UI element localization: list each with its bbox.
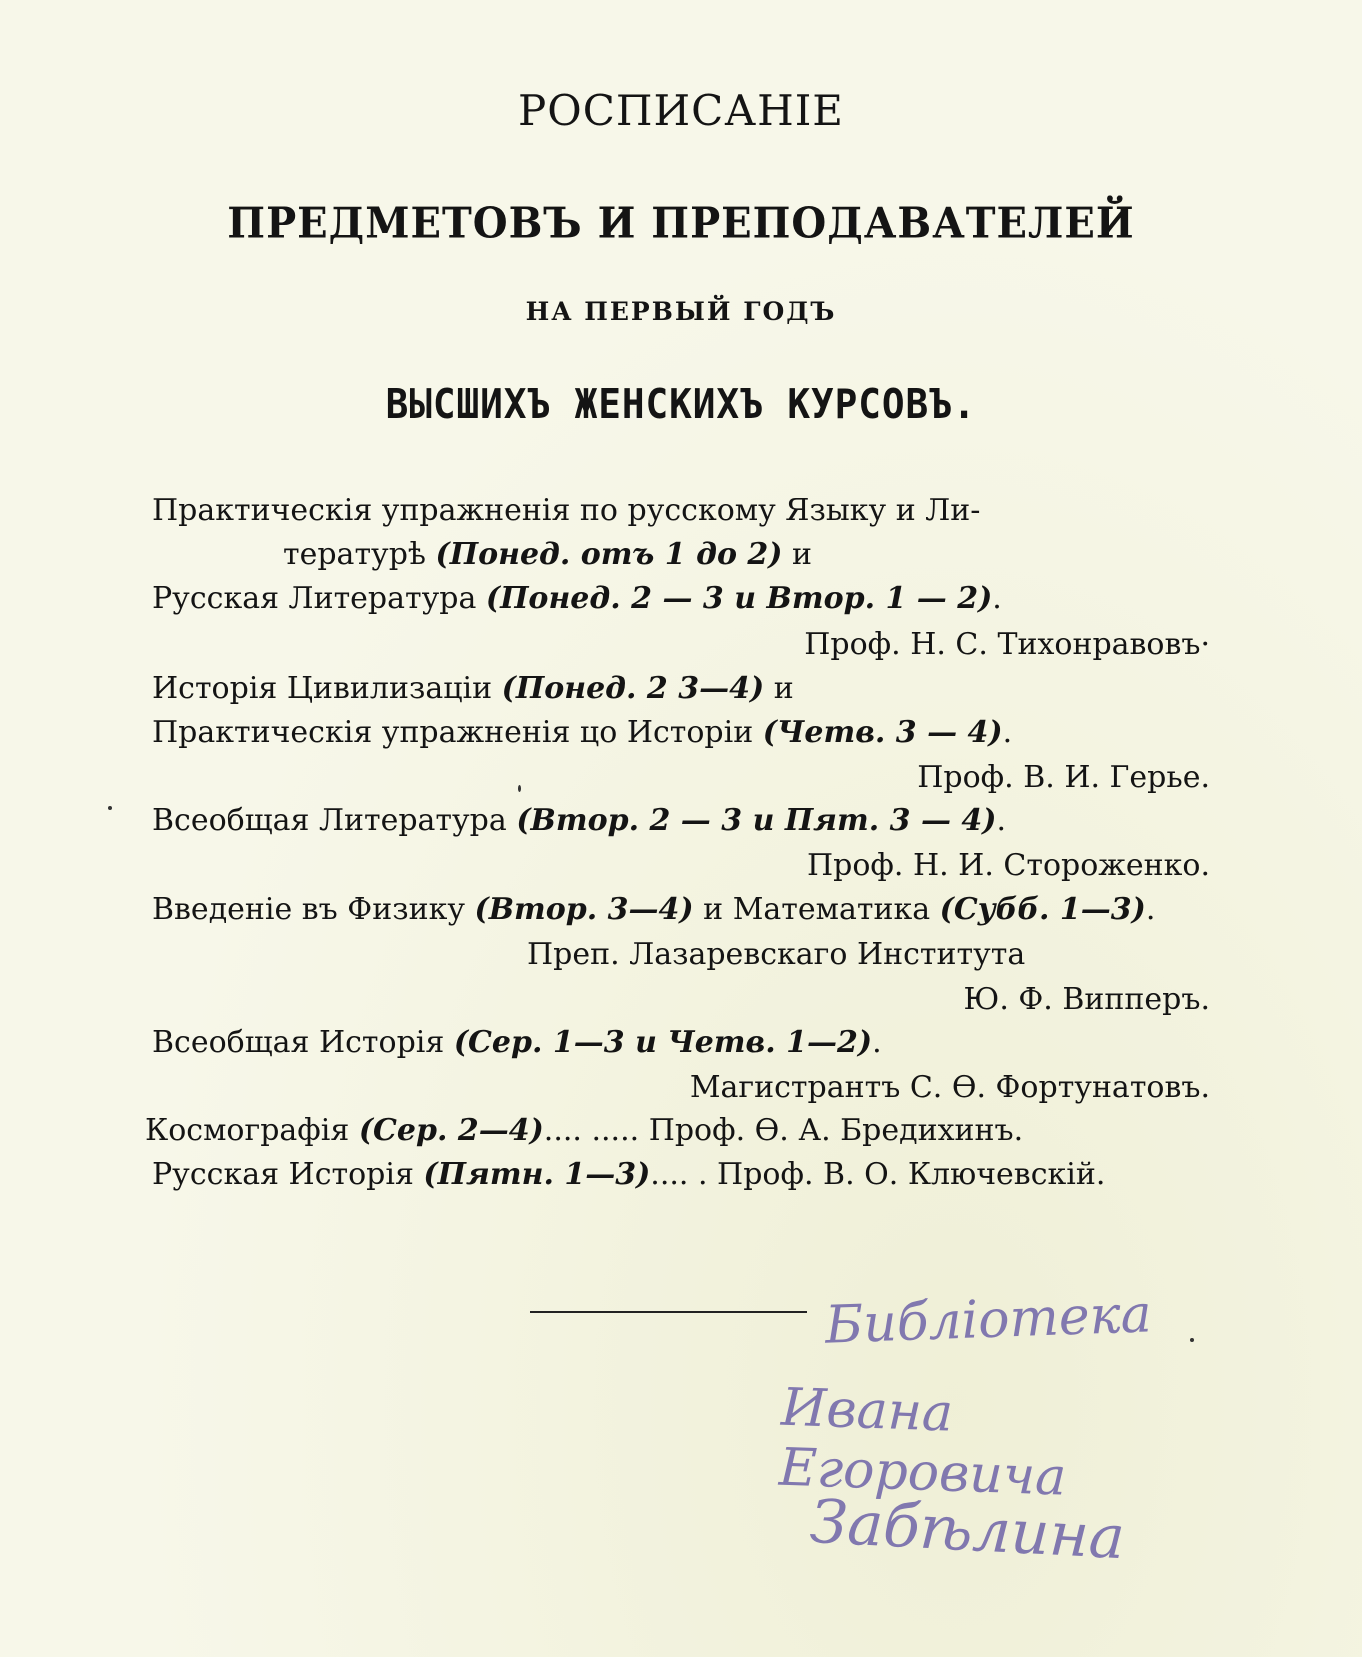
schedule-time: (Понед. 2 — 3 и Втор. 1 — 2): [485, 581, 993, 616]
professor-name: Магистрантъ С. Ѳ. Фортунатовъ.: [689, 1070, 1210, 1105]
paper-speck: [1190, 1338, 1194, 1342]
schedule-line-8: [152, 803, 1006, 839]
schedule-time: (Сер. 2—4): [358, 1113, 544, 1148]
schedule-tail: .: [996, 803, 1007, 838]
instructor-title: Преп. Лазаревскаго Института: [527, 937, 1026, 972]
schedule-time: (Втор. 3—4): [474, 892, 694, 927]
schedule-text: Космографія: [145, 1113, 359, 1148]
schedule-line-3: [152, 581, 1002, 617]
schedule-tail: .... ..... Проф. Ѳ. А. Бредихинъ.: [543, 1113, 1024, 1148]
schedule-time: (Втор. 2 — 3 и Пят. 3 — 4): [516, 803, 997, 838]
schedule-text: Русская Литература: [152, 581, 486, 616]
schedule-tail: и: [764, 671, 794, 706]
schedule-tail: .... . Проф. В. О. Ключевскій.: [650, 1157, 1106, 1192]
stamp-line-1: Библіотека: [824, 1284, 1153, 1356]
professor-name: Проф. В. И. Герье.: [917, 760, 1210, 795]
schedule-line-13: [152, 1025, 882, 1061]
schedule-tail: .: [1002, 715, 1013, 750]
schedule-text: Исторія Цивилизаціи: [152, 671, 502, 706]
professor-name: Проф. Н. И. Стороженко.: [806, 848, 1210, 883]
schedule-line-5: [152, 671, 794, 707]
document-courses-title: ВЫСШИХЪ ЖЕНСКИХЪ КУРСОВЪ.: [385, 380, 977, 428]
paper-speck: [108, 806, 112, 810]
schedule-tail: .: [872, 1025, 882, 1060]
schedule-time: (Сер. 1—3 и Четв. 1—2): [453, 1025, 873, 1060]
instructor-line: [527, 937, 1025, 973]
professor-line-3: [500, 848, 1210, 884]
schedule-time: (Понед. 2 3—4): [501, 671, 765, 706]
professor-name: Проф. Н. С. Тихонравовъ·: [804, 627, 1210, 662]
schedule-mid: и Математика: [693, 892, 940, 927]
schedule-text: Русская Исторія: [152, 1157, 424, 1192]
schedule-text: Всеобщая Исторія: [152, 1025, 454, 1060]
schedule-time: (Четв. 3 — 4): [762, 715, 1003, 750]
schedule-text: Практическія упражненія цо Исторіи: [152, 715, 763, 750]
schedule-tail: и: [782, 537, 813, 572]
schedule-line-15: [145, 1113, 1023, 1149]
schedule-line-1: [152, 493, 980, 529]
schedule-time: (Понед. отъ 1 до 2): [435, 537, 783, 572]
schedule-text: Практическія упражненія по русскому Языку и Ли-: [152, 493, 981, 528]
schedule-line-6: [152, 715, 1012, 751]
stamp-line-3: Забѣлина: [808, 1486, 1127, 1574]
professor-line-1: [500, 627, 1210, 663]
document-title: РОСПИСАНІЕ: [518, 86, 844, 135]
professor-line-5: [500, 1070, 1210, 1106]
schedule-line-10: [152, 892, 1155, 928]
schedule-line-16: [152, 1157, 1105, 1193]
schedule-text: Всеобщая Литература: [152, 803, 517, 838]
schedule-line-2: [283, 537, 812, 573]
professor-line-4: [500, 982, 1210, 1018]
schedule-tail: .: [1145, 892, 1156, 927]
schedule-text: тературѣ: [283, 537, 436, 572]
document-subtitle: ПРЕДМЕТОВЪ И ПРЕПОДАВАТЕЛЕЙ: [227, 198, 1135, 249]
professor-line-2: [500, 760, 1210, 796]
schedule-text: Введеніе въ Физику: [152, 892, 475, 927]
schedule-tail: .: [992, 581, 1002, 616]
library-stamp: [760, 1270, 1200, 1600]
paper-speck: [518, 785, 521, 792]
document-year-line: НА ПЕРВЫЙ ГОДЪ: [525, 297, 837, 326]
stamp-line-2: Ивана Егоровича: [778, 1377, 1068, 1508]
schedule-time: (Пятн. 1—3): [423, 1157, 651, 1192]
professor-name: Ю. Ф. Випперъ.: [963, 982, 1210, 1017]
schedule-time-2: (Субб. 1—3): [939, 892, 1146, 927]
